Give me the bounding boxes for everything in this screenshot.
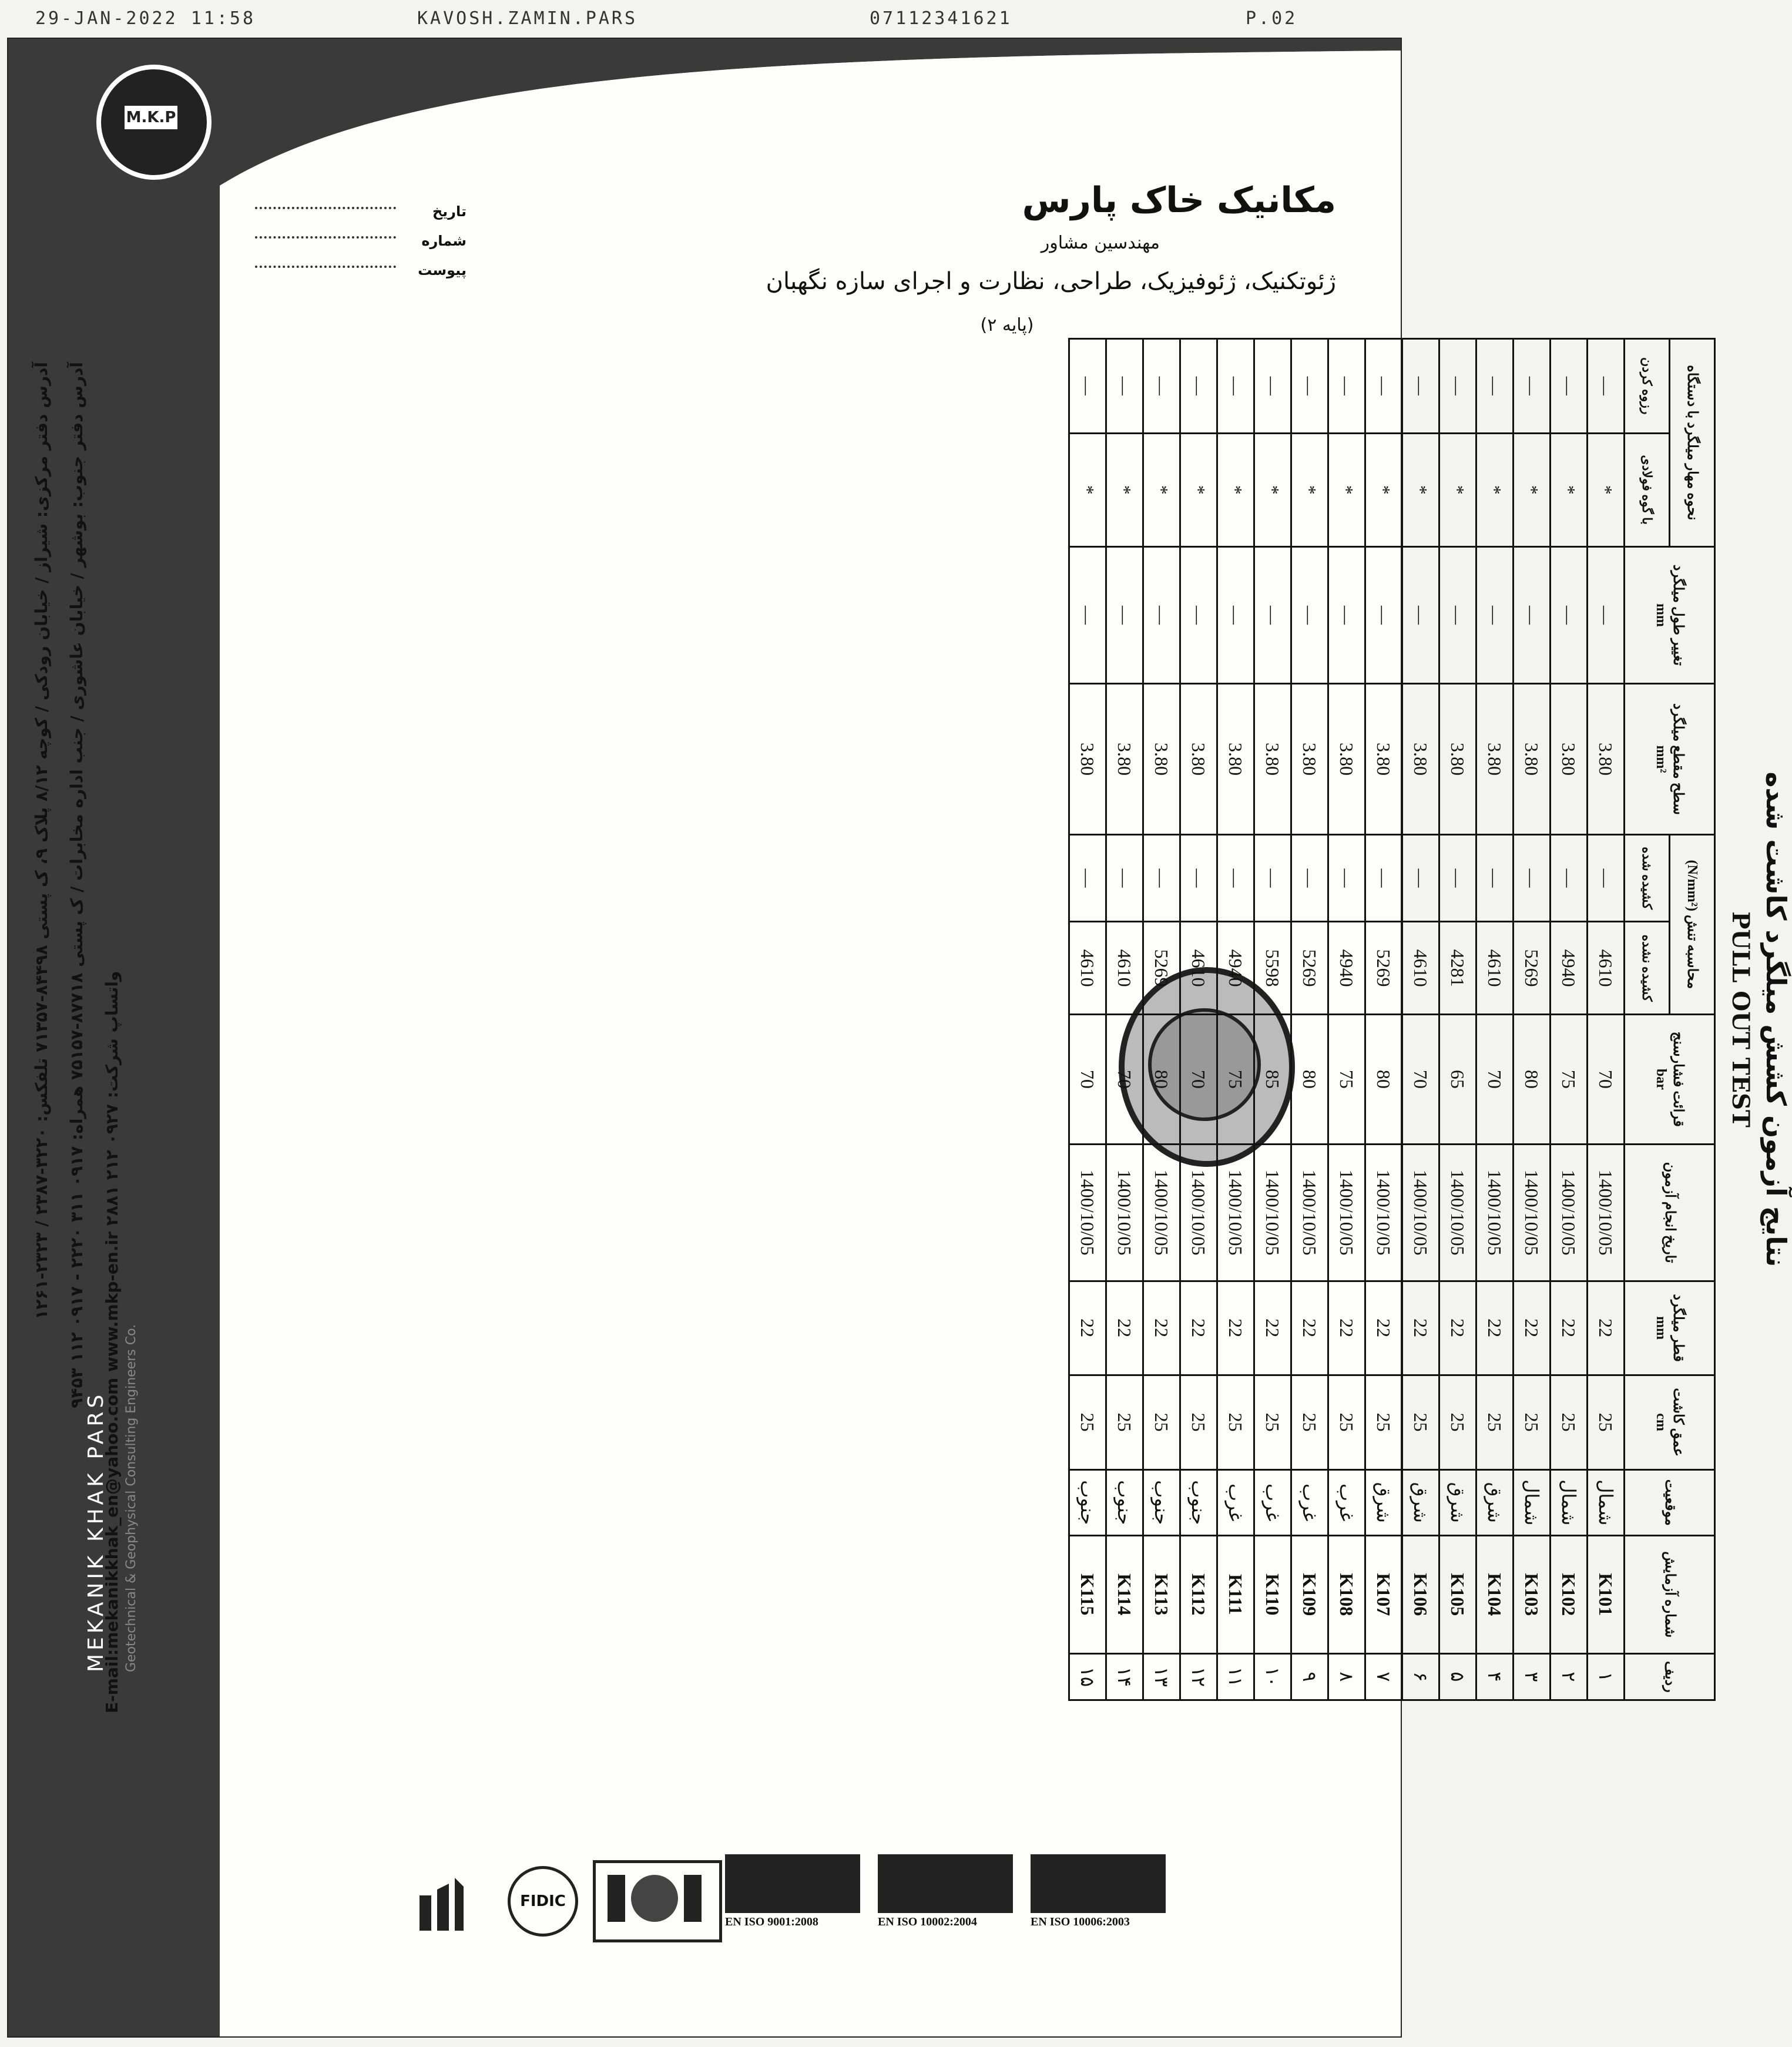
col-stress-pulled: کشیده شده bbox=[1625, 834, 1670, 921]
cell-loc: شمال bbox=[1588, 1469, 1625, 1535]
cell-loc: جنوب bbox=[1143, 1469, 1180, 1535]
cell-stress: 5269 bbox=[1365, 922, 1402, 1015]
cell-dia: 22 bbox=[1402, 1281, 1439, 1375]
cell-wedge: * bbox=[1588, 433, 1625, 546]
cell-n: ۱ bbox=[1588, 1653, 1625, 1700]
address-block bbox=[32, 362, 214, 1713]
cell-stress: 5598 bbox=[1254, 922, 1291, 1015]
cell-stress: 4610 bbox=[1476, 922, 1514, 1015]
cell-stress: 4610 bbox=[1180, 922, 1217, 1015]
cell-wedge: * bbox=[1365, 433, 1402, 546]
cell-dia: 22 bbox=[1254, 1281, 1291, 1375]
cell-pulled: — bbox=[1365, 834, 1402, 921]
cell-screw: — bbox=[1217, 339, 1254, 434]
cell-wedge: * bbox=[1217, 433, 1254, 546]
cell-area: 3.80 bbox=[1217, 684, 1254, 835]
fax-phone: 07112341621 bbox=[870, 8, 1012, 29]
cell-n: ۵ bbox=[1439, 1653, 1476, 1700]
table-row bbox=[1514, 339, 1551, 1700]
fax-sender: KAVOSH.ZAMIN.PARS bbox=[417, 8, 638, 29]
cell-stress: 5269 bbox=[1291, 922, 1328, 1015]
company-grade-fa: (پایه ۲) bbox=[980, 315, 1034, 335]
cell-elong: — bbox=[1328, 546, 1365, 683]
cell-date: 1400/10/05 bbox=[1588, 1144, 1625, 1281]
cell-stress: 4610 bbox=[1402, 922, 1439, 1015]
fax-datetime: 29-JAN-2022 11:58 bbox=[35, 8, 256, 29]
cell-dia: 22 bbox=[1328, 1281, 1365, 1375]
cell-area: 3.80 bbox=[1180, 684, 1217, 835]
cell-elong: — bbox=[1551, 546, 1588, 683]
cell-id: K113 bbox=[1143, 1535, 1180, 1653]
cell-dia: 22 bbox=[1476, 1281, 1514, 1375]
cell-dia: 22 bbox=[1588, 1281, 1625, 1375]
col-row: ردیف bbox=[1625, 1653, 1715, 1700]
cell-date: 1400/10/05 bbox=[1365, 1144, 1402, 1281]
cell-id: K101 bbox=[1588, 1535, 1625, 1653]
cell-n: ۶ bbox=[1402, 1653, 1439, 1700]
address-line: E-mail:mekanikkhak_en@yahoo.com www.mkp-en.ir واتساپ شرکت: ۰۹۲۷ ۲۱۲ ۲۸۸۱ bbox=[102, 971, 122, 1713]
cell-id: K105 bbox=[1439, 1535, 1476, 1653]
cell-loc: جنوب bbox=[1106, 1469, 1143, 1535]
cell-stress: 4610 bbox=[1106, 922, 1143, 1015]
cell-date: 1400/10/05 bbox=[1551, 1144, 1588, 1281]
cell-bar: 70 bbox=[1180, 1015, 1217, 1145]
cell-pulled: — bbox=[1588, 834, 1625, 921]
cell-depth: 25 bbox=[1254, 1375, 1291, 1469]
col-area: سطح مقطع میلگرد mm² bbox=[1625, 684, 1715, 835]
cell-dia: 22 bbox=[1106, 1281, 1143, 1375]
cell-bar: 70 bbox=[1069, 1015, 1106, 1145]
cell-id: K104 bbox=[1476, 1535, 1514, 1653]
cell-screw: — bbox=[1291, 339, 1328, 434]
cell-pulled: — bbox=[1291, 834, 1328, 921]
cell-bar: 75 bbox=[1328, 1015, 1365, 1145]
cell-pulled: — bbox=[1143, 834, 1180, 921]
cell-id: K111 bbox=[1217, 1535, 1254, 1653]
cell-depth: 25 bbox=[1476, 1375, 1514, 1469]
cell-stress: 4281 bbox=[1439, 922, 1476, 1015]
cell-depth: 25 bbox=[1143, 1375, 1180, 1469]
cell-screw: — bbox=[1069, 339, 1106, 434]
results-table-block bbox=[1077, 338, 1792, 1701]
cell-depth: 25 bbox=[1291, 1375, 1328, 1469]
cell-screw: — bbox=[1551, 339, 1588, 434]
cell-screw: — bbox=[1365, 339, 1402, 434]
cell-loc: غرب bbox=[1254, 1469, 1291, 1535]
cell-area: 3.80 bbox=[1291, 684, 1328, 835]
cell-id: K114 bbox=[1106, 1535, 1143, 1653]
cell-bar: 70 bbox=[1588, 1015, 1625, 1145]
cell-screw: — bbox=[1439, 339, 1476, 434]
cell-bar: 75 bbox=[1551, 1015, 1588, 1145]
cell-loc: شرق bbox=[1439, 1469, 1476, 1535]
cell-screw: — bbox=[1476, 339, 1514, 434]
cell-area: 3.80 bbox=[1514, 684, 1551, 835]
col-anchor-wedge: با گوه فولادی bbox=[1625, 433, 1670, 546]
fax-page: P.02 bbox=[1246, 8, 1298, 29]
cell-depth: 25 bbox=[1514, 1375, 1551, 1469]
cell-wedge: * bbox=[1143, 433, 1180, 546]
cell-bar: 65 bbox=[1439, 1015, 1476, 1145]
cell-pulled: — bbox=[1180, 834, 1217, 921]
cell-stress: 5269 bbox=[1514, 922, 1551, 1015]
cell-depth: 25 bbox=[1180, 1375, 1217, 1469]
cell-depth: 25 bbox=[1402, 1375, 1439, 1469]
cell-id: K115 bbox=[1069, 1535, 1106, 1653]
cell-id: K108 bbox=[1328, 1535, 1365, 1653]
cell-elong: — bbox=[1365, 546, 1402, 683]
col-stress-not-pulled: کشیده نشده bbox=[1625, 922, 1670, 1015]
cell-wedge: * bbox=[1069, 433, 1106, 546]
cell-elong: — bbox=[1476, 546, 1514, 683]
logo-label: M.K.P bbox=[125, 106, 177, 129]
cell-elong: — bbox=[1588, 546, 1625, 683]
cell-depth: 25 bbox=[1439, 1375, 1476, 1469]
address-line: آدرس دفتر مرکزی: شیراز / خیابان رودکی / کوچه ۸/۱۲ پلاک ۹، ک پستی ۸۴۴۹۸-۷۱۳۵۷ تلفکس: ۳۲۲۰-۲۳۸۷ / ۲۳۲۳-۱۲۶۱ bbox=[32, 362, 51, 1320]
col-elongation: تغییر طول میلگرد mm bbox=[1625, 546, 1715, 683]
cell-stress: 4610 bbox=[1069, 922, 1106, 1015]
cell-pulled: — bbox=[1106, 834, 1143, 921]
cell-depth: 25 bbox=[1328, 1375, 1365, 1469]
cell-pulled: — bbox=[1402, 834, 1439, 921]
cell-n: ۱۱ bbox=[1217, 1653, 1254, 1700]
cell-stress: 4610 bbox=[1588, 922, 1625, 1015]
cell-dia: 22 bbox=[1217, 1281, 1254, 1375]
cell-pulled: — bbox=[1551, 834, 1588, 921]
cell-bar: 75 bbox=[1217, 1015, 1254, 1145]
cell-elong: — bbox=[1217, 546, 1254, 683]
cell-date: 1400/10/05 bbox=[1217, 1144, 1254, 1281]
cell-id: K107 bbox=[1365, 1535, 1402, 1653]
fidic-logo: FIDIC bbox=[508, 1866, 578, 1937]
cell-pulled: — bbox=[1328, 834, 1365, 921]
cell-pulled: — bbox=[1514, 834, 1551, 921]
cell-screw: — bbox=[1328, 339, 1365, 434]
cell-pulled: — bbox=[1217, 834, 1254, 921]
cell-screw: — bbox=[1588, 339, 1625, 434]
cell-wedge: * bbox=[1439, 433, 1476, 546]
table-row bbox=[1217, 339, 1254, 1700]
cell-stress: 4940 bbox=[1217, 922, 1254, 1015]
cell-loc: غرب bbox=[1328, 1469, 1365, 1535]
cell-screw: — bbox=[1180, 339, 1217, 434]
table-row bbox=[1439, 339, 1476, 1700]
cell-area: 3.80 bbox=[1328, 684, 1365, 835]
cell-bar: 70 bbox=[1402, 1015, 1439, 1145]
cell-n: ۱۰ bbox=[1254, 1653, 1291, 1700]
cell-bar: 80 bbox=[1143, 1015, 1180, 1145]
table-row bbox=[1180, 339, 1217, 1700]
cell-n: ۷ bbox=[1365, 1653, 1402, 1700]
cell-wedge: * bbox=[1254, 433, 1291, 546]
cell-elong: — bbox=[1514, 546, 1551, 683]
col-anchor-screw: رزوه کردن bbox=[1625, 339, 1670, 434]
cell-area: 3.80 bbox=[1476, 684, 1514, 835]
cell-stress: 4940 bbox=[1551, 922, 1588, 1015]
cell-pulled: — bbox=[1476, 834, 1514, 921]
certifications: EN ISO 9001:2008 EN ISO 10002:2004 EN ISO 10006:2003 bbox=[408, 1854, 1172, 1937]
cell-elong: — bbox=[1402, 546, 1439, 683]
cell-bar: 80 bbox=[1365, 1015, 1402, 1145]
band-curve bbox=[8, 39, 1401, 192]
cell-loc: شرق bbox=[1476, 1469, 1514, 1535]
table-row bbox=[1254, 339, 1291, 1700]
cell-loc: جنوب bbox=[1069, 1469, 1106, 1535]
cell-id: K106 bbox=[1402, 1535, 1439, 1653]
cell-area: 3.80 bbox=[1402, 684, 1439, 835]
cell-dia: 22 bbox=[1143, 1281, 1180, 1375]
cell-n: ۲ bbox=[1551, 1653, 1588, 1700]
cell-date: 1400/10/05 bbox=[1476, 1144, 1514, 1281]
cell-area: 3.80 bbox=[1254, 684, 1291, 835]
cell-date: 1400/10/05 bbox=[1254, 1144, 1291, 1281]
table-row bbox=[1402, 339, 1439, 1700]
cell-n: ۱۲ bbox=[1180, 1653, 1217, 1700]
col-stress: محاسبه تنش (N/mm²) bbox=[1670, 834, 1715, 1014]
cell-loc: جنوب bbox=[1180, 1469, 1217, 1535]
cell-screw: — bbox=[1254, 339, 1291, 434]
cell-area: 3.80 bbox=[1106, 684, 1143, 835]
col-location: موقعیت bbox=[1625, 1469, 1715, 1535]
cell-elong: — bbox=[1254, 546, 1291, 683]
company-logo bbox=[96, 65, 212, 180]
table-title-fa: نتایج آزمون کشش میلگرد کاشت شده bbox=[1760, 771, 1792, 1267]
cell-elong: — bbox=[1439, 546, 1476, 683]
cell-loc: غرب bbox=[1217, 1469, 1254, 1535]
cell-area: 3.80 bbox=[1365, 684, 1402, 835]
cell-elong: — bbox=[1143, 546, 1180, 683]
cell-id: K110 bbox=[1254, 1535, 1291, 1653]
meta-number: شماره bbox=[255, 233, 467, 256]
table-row bbox=[1069, 339, 1106, 1700]
cell-depth: 25 bbox=[1588, 1375, 1625, 1469]
cell-dia: 22 bbox=[1291, 1281, 1328, 1375]
cell-date: 1400/10/05 bbox=[1143, 1144, 1180, 1281]
col-date: تاریخ انجام آزمون bbox=[1625, 1144, 1715, 1281]
cell-screw: — bbox=[1402, 339, 1439, 434]
table-row bbox=[1106, 339, 1143, 1700]
cell-n: ۹ bbox=[1291, 1653, 1328, 1700]
company-name-fa: مکانیک خاک پارس bbox=[1022, 180, 1336, 221]
cell-bar: 80 bbox=[1514, 1015, 1551, 1145]
cell-dia: 22 bbox=[1069, 1281, 1106, 1375]
cell-n: ۸ bbox=[1328, 1653, 1365, 1700]
company-sub-en: Geotechnical & Geophysical Consulting Engineers Co. bbox=[124, 1324, 139, 1672]
table-row bbox=[1476, 339, 1514, 1700]
cell-wedge: * bbox=[1106, 433, 1143, 546]
cell-depth: 25 bbox=[1365, 1375, 1402, 1469]
col-gauge: قرائت فشارسنج bar bbox=[1625, 1015, 1715, 1145]
cell-date: 1400/10/05 bbox=[1180, 1144, 1217, 1281]
cell-loc: غرب bbox=[1291, 1469, 1328, 1535]
cell-dia: 22 bbox=[1180, 1281, 1217, 1375]
table-row bbox=[1588, 339, 1625, 1700]
cell-wedge: * bbox=[1551, 433, 1588, 546]
cell-bar: 80 bbox=[1291, 1015, 1328, 1145]
col-depth: عمق کاشت cm bbox=[1625, 1375, 1715, 1469]
company-subtitle-fa: مهندسین مشاور bbox=[1041, 233, 1160, 253]
cell-date: 1400/10/05 bbox=[1291, 1144, 1328, 1281]
cell-id: K103 bbox=[1514, 1535, 1551, 1653]
cell-wedge: * bbox=[1514, 433, 1551, 546]
cell-area: 3.80 bbox=[1069, 684, 1106, 835]
cell-depth: 25 bbox=[1106, 1375, 1143, 1469]
cell-loc: شرق bbox=[1365, 1469, 1402, 1535]
cell-date: 1400/10/05 bbox=[1069, 1144, 1106, 1281]
cell-area: 3.80 bbox=[1551, 684, 1588, 835]
cell-elong: — bbox=[1291, 546, 1328, 683]
cell-wedge: * bbox=[1180, 433, 1217, 546]
cell-elong: — bbox=[1069, 546, 1106, 683]
cell-n: ۴ bbox=[1476, 1653, 1514, 1700]
cell-date: 1400/10/05 bbox=[1439, 1144, 1476, 1281]
cell-dia: 22 bbox=[1365, 1281, 1402, 1375]
fax-header bbox=[24, 8, 1422, 34]
col-test-no: شماره آزمایش bbox=[1625, 1535, 1715, 1653]
cell-stress: 4940 bbox=[1328, 922, 1365, 1015]
cell-depth: 25 bbox=[1551, 1375, 1588, 1469]
cell-bar: 70 bbox=[1476, 1015, 1514, 1145]
meta-attachment: پیوست bbox=[255, 262, 467, 286]
pull-out-test-table bbox=[1068, 338, 1716, 1701]
table-row bbox=[1551, 339, 1588, 1700]
cell-n: ۳ bbox=[1514, 1653, 1551, 1700]
cell-loc: شمال bbox=[1551, 1469, 1588, 1535]
cell-date: 1400/10/05 bbox=[1328, 1144, 1365, 1281]
cell-stress: 5269 bbox=[1143, 922, 1180, 1015]
cell-pulled: — bbox=[1439, 834, 1476, 921]
col-diameter: قطر میلگرد mm bbox=[1625, 1281, 1715, 1375]
cell-depth: 25 bbox=[1217, 1375, 1254, 1469]
cell-id: K109 bbox=[1291, 1535, 1328, 1653]
cell-dia: 22 bbox=[1514, 1281, 1551, 1375]
cell-area: 3.80 bbox=[1588, 684, 1625, 835]
cell-dia: 22 bbox=[1439, 1281, 1476, 1375]
cell-wedge: * bbox=[1328, 433, 1365, 546]
cell-date: 1400/10/05 bbox=[1514, 1144, 1551, 1281]
cell-id: K112 bbox=[1180, 1535, 1217, 1653]
cell-area: 3.80 bbox=[1439, 684, 1476, 835]
cell-loc: شرق bbox=[1402, 1469, 1439, 1535]
col-anchor: نحوه مهار میلگرد با دستگاه bbox=[1670, 339, 1715, 547]
cell-date: 1400/10/05 bbox=[1402, 1144, 1439, 1281]
cell-wedge: * bbox=[1291, 433, 1328, 546]
header-band bbox=[8, 39, 1401, 192]
cell-pulled: — bbox=[1254, 834, 1291, 921]
cell-wedge: * bbox=[1402, 433, 1439, 546]
cell-n: ۱۵ bbox=[1069, 1653, 1106, 1700]
company-name-en: MEKANIK KHAK PARS bbox=[84, 1391, 108, 1672]
table-row bbox=[1365, 339, 1402, 1700]
cell-screw: — bbox=[1106, 339, 1143, 434]
address-line: آدرس دفتر جنوب: بوشهر / خیابان عاشوری / جنب اداره مخابرات / ک پستی ۸۷۷۱۸-۷۵۱۵۷ همراه: ۰۹۱۷ ۳۱۱ ۲۲۲۰ - ۰۹۱۷ ۱۱۲ ۹۴۵۳ bbox=[67, 362, 86, 1408]
company-services-fa: ژئوتکنیک، ژئوفیزیک، طراحی، نظارت و اجرای سازه نگهبان bbox=[766, 268, 1336, 295]
cell-date: 1400/10/05 bbox=[1106, 1144, 1143, 1281]
cell-screw: — bbox=[1514, 339, 1551, 434]
cell-n: ۱۴ bbox=[1106, 1653, 1143, 1700]
cell-elong: — bbox=[1180, 546, 1217, 683]
meta-date: تاریخ bbox=[255, 203, 467, 227]
cell-dia: 22 bbox=[1551, 1281, 1588, 1375]
cell-bar: 85 bbox=[1254, 1015, 1291, 1145]
cell-depth: 25 bbox=[1069, 1375, 1106, 1469]
table-title-en: PULL OUT TEST bbox=[1727, 911, 1754, 1127]
cell-area: 3.80 bbox=[1143, 684, 1180, 835]
cell-screw: — bbox=[1143, 339, 1180, 434]
cell-n: ۱۳ bbox=[1143, 1653, 1180, 1700]
table-row bbox=[1328, 339, 1365, 1700]
cell-loc: شمال bbox=[1514, 1469, 1551, 1535]
cell-bar: 70 bbox=[1106, 1015, 1143, 1145]
cell-id: K102 bbox=[1551, 1535, 1588, 1653]
cell-elong: — bbox=[1106, 546, 1143, 683]
table-row bbox=[1143, 339, 1180, 1700]
cell-wedge: * bbox=[1476, 433, 1514, 546]
table-row bbox=[1291, 339, 1328, 1700]
cell-pulled: — bbox=[1069, 834, 1106, 921]
